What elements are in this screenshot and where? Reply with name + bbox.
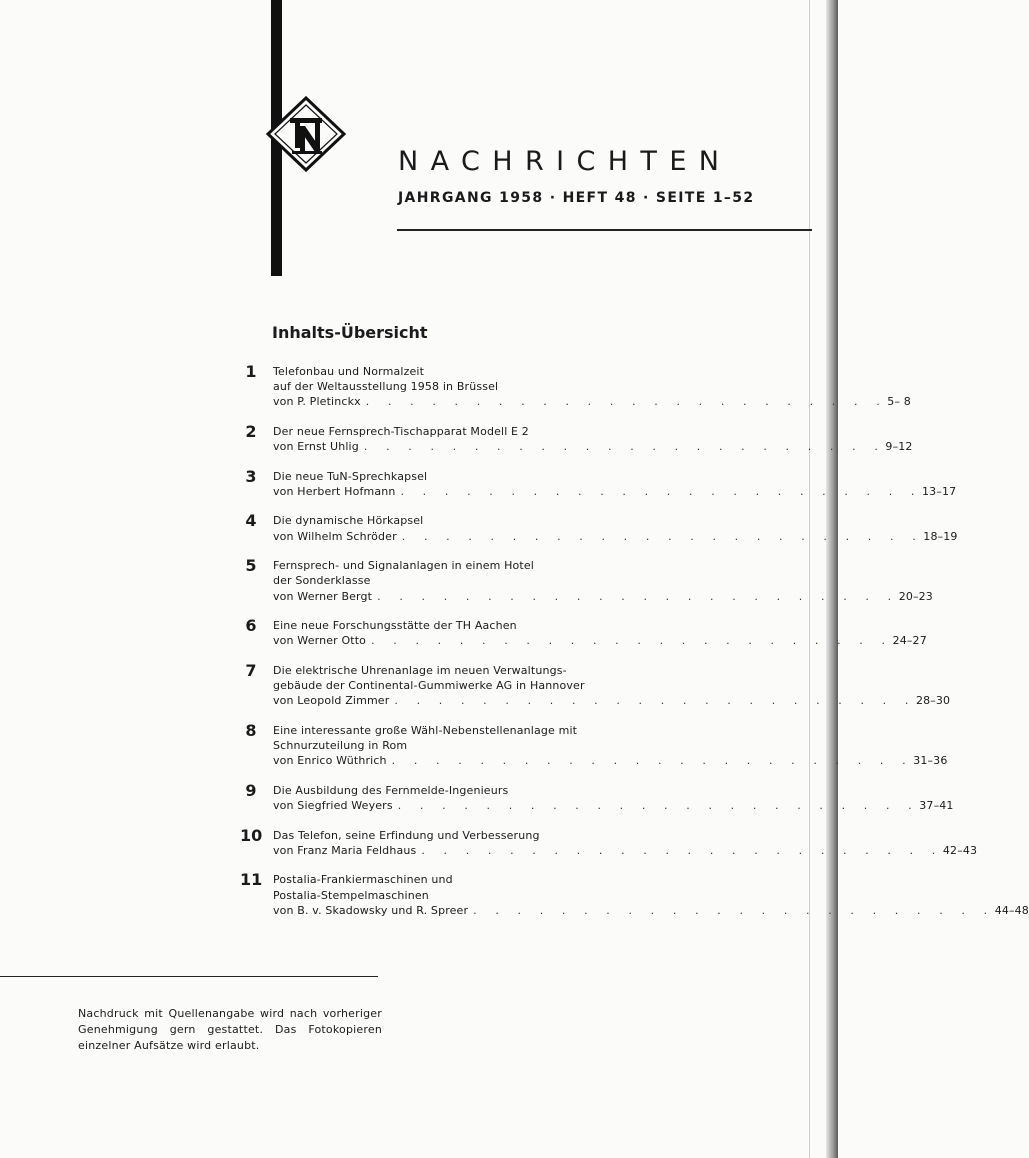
page-edge-shadow bbox=[826, 0, 838, 1158]
toc-entry-title-line: Der neue Fernsprech-Tischapparat Modell E 2 bbox=[273, 424, 529, 438]
toc-entry bbox=[240, 362, 911, 410]
dot-leader: . . . . . . . . . . . . . . . . . . . . . . . . bbox=[394, 694, 916, 708]
toc-entry-title-line: Telefonbau und Normalzeit bbox=[273, 365, 425, 378]
dot-leader: . . . . . . . . . . . . . . . . . . . . . . . . bbox=[371, 634, 893, 648]
toc-entry-number: 3 bbox=[245, 466, 257, 486]
toc-entry-pages: 18–19 bbox=[923, 529, 958, 543]
toc-entry-author: von Ernst Uhlig bbox=[273, 440, 359, 454]
toc-entry-title-line: Postalia-Stempelmaschinen bbox=[273, 888, 429, 902]
toc-entry-number: 7 bbox=[245, 660, 257, 680]
toc-entry-number: 6 bbox=[245, 616, 257, 636]
toc-entry bbox=[240, 825, 978, 858]
table-of-contents bbox=[240, 362, 1029, 932]
footer-rule bbox=[0, 976, 378, 977]
toc-entry-pages: 20–23 bbox=[898, 589, 933, 603]
toc-entry-number: 10 bbox=[240, 825, 263, 845]
dot-leader: . . . . . . . . . . . . . . . . . . . . . . . . bbox=[400, 484, 923, 498]
toc-entry-title-line: Die dynamische Hörkapsel bbox=[273, 514, 424, 528]
toc-entry-title-line: Die neue TuN-Sprechkapsel bbox=[273, 469, 428, 483]
page-title: NACHRICHTEN bbox=[398, 146, 732, 177]
toc-entry-pages: 28–30 bbox=[915, 694, 951, 708]
dot-leader: . . . . . . . . . . . . . . . . . . . . . . . . bbox=[401, 529, 924, 543]
toc-entry-pages: 42–43 bbox=[942, 843, 978, 857]
dot-leader: . . . . . . . . . . . . . . . . . . . . . . . . bbox=[391, 754, 914, 768]
toc-entry bbox=[240, 870, 1029, 918]
dot-leader: . . . . . . . . . . . . . . . . . . . . . . . . bbox=[397, 799, 920, 813]
toc-entry-author: von Franz Maria Feldhaus bbox=[273, 843, 417, 857]
toc-entry-title-line: der Sonderklasse bbox=[273, 574, 371, 588]
toc-entry-pages: 24–27 bbox=[892, 634, 927, 648]
page-edge-line bbox=[809, 0, 810, 1158]
toc-entry-pages: 9–12 bbox=[885, 440, 913, 454]
toc-entry-number: 2 bbox=[245, 421, 257, 441]
toc-entry-author: von B. v. Skadowsky und R. Spreer bbox=[273, 903, 469, 917]
toc-entry-author: von P. Pletinckx bbox=[273, 395, 361, 409]
toc-entry-pages: 5– 8 bbox=[887, 395, 911, 409]
company-logo bbox=[266, 96, 346, 176]
toc-entry bbox=[240, 466, 957, 499]
toc-entry bbox=[240, 660, 951, 709]
dot-leader: . . . . . . . . . . . . . . . . . . . . . . . . bbox=[377, 589, 899, 603]
toc-entry-author: von Herbert Hofmann bbox=[273, 484, 396, 498]
toc-entry-number: 1 bbox=[245, 362, 257, 381]
dot-leader: . . . . . . . . . . . . . . . . . . . . . . . . bbox=[421, 843, 943, 857]
toc-entry-author: von Werner Otto bbox=[273, 634, 367, 648]
toc-entry-title-line: Das Telefon, seine Erfindung und Verbesserung bbox=[273, 828, 540, 842]
toc-entry-author: von Enrico Wüthrich bbox=[273, 754, 387, 768]
toc-entry-number: 9 bbox=[245, 780, 257, 800]
toc-entry-author: von Leopold Zimmer bbox=[273, 694, 390, 708]
toc-heading: Inhalts-Übersicht bbox=[272, 323, 428, 342]
toc-entry-title-line: Die Ausbildung des Fernmelde-Ingenieurs bbox=[273, 783, 509, 797]
toc-entry bbox=[240, 511, 958, 543]
toc-entry-title-line: Schnurzuteilung in Rom bbox=[273, 739, 408, 753]
toc-entry-number: 11 bbox=[240, 870, 263, 890]
reprint-note: Nachdruck mit Quellenangabe wird nach vorheriger Genehmigung gern gestattet. Das Fotokopieren einzelner Aufsätze wird erlaubt. bbox=[78, 1007, 382, 1052]
toc-entry-number: 5 bbox=[245, 556, 257, 576]
dot-leader: . . . . . . . . . . . . . . . . . . . . . . . . bbox=[363, 440, 886, 454]
toc-entry-pages: 44–48 bbox=[994, 903, 1029, 917]
toc-entry-pages: 37–41 bbox=[919, 799, 954, 813]
toc-entry-title-line: Fernsprech- und Signalanlagen in einem Hotel bbox=[273, 559, 535, 573]
toc-entry-author: von Wilhelm Schröder bbox=[273, 529, 397, 543]
toc-entry-title-line: gebäude der Continental-Gummiwerke AG in Hannover bbox=[273, 679, 585, 693]
toc-entry-title-line: auf der Weltausstellung 1958 in Brüssel bbox=[273, 380, 499, 394]
toc-entry-number: 8 bbox=[245, 720, 257, 740]
toc-entry bbox=[240, 720, 948, 769]
header-rule bbox=[397, 229, 812, 231]
dot-leader: . . . . . . . . . . . . . . . . . . . . . . . . bbox=[365, 395, 888, 409]
toc-entry-author: von Siegfried Weyers bbox=[273, 799, 393, 813]
toc-entry bbox=[240, 780, 954, 813]
toc-entry-pages: 31–36 bbox=[913, 754, 948, 768]
toc-entry bbox=[240, 616, 927, 648]
toc-entry-title-line: Die elektrische Uhrenanlage im neuen Verwaltungs- bbox=[273, 663, 567, 677]
toc-entry bbox=[240, 556, 933, 604]
toc-entry-title-line: Postalia-Frankiermaschinen und bbox=[273, 873, 453, 887]
toc-entry-author: von Werner Bergt bbox=[273, 589, 373, 603]
toc-entry-title-line: Eine interessante große Wähl-Nebenstellenanlage mit bbox=[273, 723, 578, 737]
dot-leader: . . . . . . . . . . . . . . . . . . . . . . . . bbox=[473, 903, 995, 917]
toc-entry-pages: 13–17 bbox=[922, 484, 957, 498]
toc-entry-title-line: Eine neue Forschungsstätte der TH Aachen bbox=[273, 619, 517, 633]
toc-entry-number: 4 bbox=[245, 511, 257, 531]
issue-info: JAHRGANG 1958 · HEFT 48 · SEITE 1–52 bbox=[398, 190, 755, 206]
toc-entry bbox=[240, 421, 913, 454]
